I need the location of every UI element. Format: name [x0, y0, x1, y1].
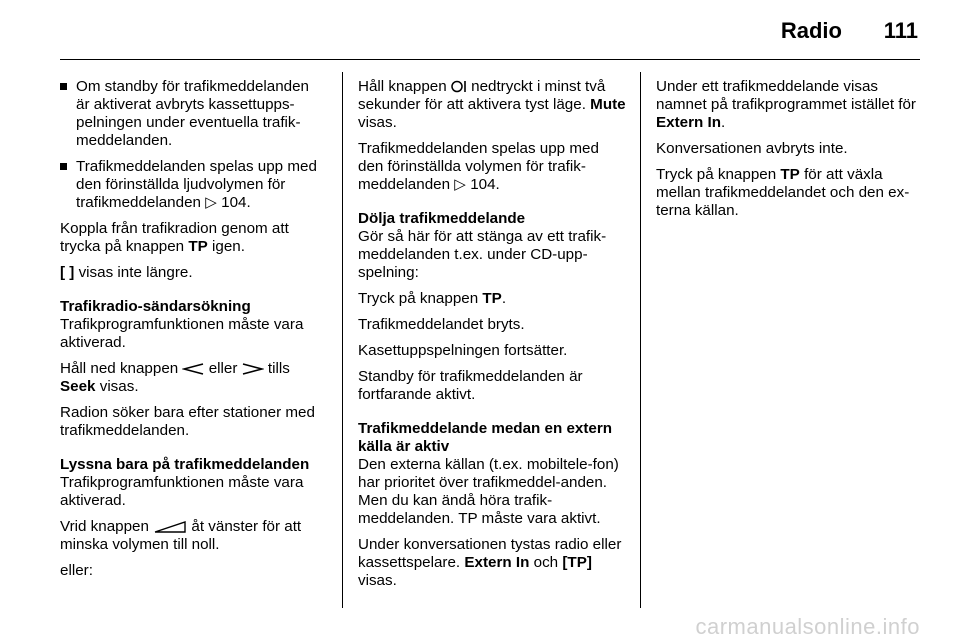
- paragraph: Radion söker bara efter stationer med trafikmeddelanden.: [60, 404, 315, 439]
- section-heading: Trafikmeddelande medan en extern källa är aktiv: [358, 420, 613, 455]
- button-name: TP: [780, 166, 800, 183]
- column-1: [60, 78, 325, 588]
- paragraph: Under konversationen tystas radio eller kassettspelare. Extern In och [TP] visas.: [358, 536, 622, 589]
- paragraph: Trafikmeddelanden spelas upp med den förinställda volymen för trafik-meddelanden ▷ 104.: [358, 140, 599, 193]
- display-text: Seek: [60, 378, 96, 395]
- paragraph: Vrid knappen åt vänster för att minska volymen till noll.: [60, 518, 302, 553]
- page-ref-arrow-icon: ▷: [205, 194, 217, 211]
- display-text: Extern In: [656, 114, 721, 131]
- section-heading: Dölja trafikmeddelande: [358, 210, 526, 227]
- column-divider: [342, 72, 343, 608]
- display-text: [ ]: [60, 264, 75, 281]
- display-text: Extern In: [464, 554, 530, 571]
- paragraph: Håll ned knappen eller tills Seek visas.: [60, 360, 290, 395]
- paragraph: Håll knappen nedtryckt i minst två sekunder för att aktivera tyst läge. Mute visas.: [358, 78, 626, 131]
- paragraph: eller:: [60, 562, 93, 579]
- bullet-icon: [60, 83, 67, 90]
- list-item: Om standby för trafikmeddelanden är aktiverat avbryts kassettupps-pelningen under eventuella trafik-meddelanden.: [60, 78, 325, 150]
- display-text: [TP]: [562, 554, 592, 571]
- paragraph: Koppla från trafikradion genom att trycka på knappen TP igen.: [60, 220, 289, 255]
- section-heading: Trafikradio-sändarsökning: [60, 298, 251, 315]
- paragraph: Tryck på knappen TP för att växla mellan trafikmeddelandet och den ex-terna källan.: [656, 166, 910, 219]
- paragraph: Trafikprogramfunktionen måste vara aktiverad.: [60, 316, 304, 351]
- column-3: [656, 78, 924, 228]
- page-ref: 104.: [470, 176, 500, 193]
- volume-knob-icon: [153, 521, 187, 533]
- page-ref: 104.: [221, 194, 251, 211]
- section-heading: Lyssna bara på trafikmeddelanden: [60, 456, 310, 473]
- paragraph: Den externa källan (t.ex. mobiltele-fon) har prioritet över trafikmeddel-anden. Men du kan ändå höra trafik-meddelanden. TP måste vara aktivt.: [358, 456, 619, 527]
- column-2: [358, 78, 628, 598]
- button-name: TP: [188, 238, 208, 255]
- paragraph: Under ett trafikmeddelande visas namnet på trafikprogrammet istället för Extern In.: [656, 78, 916, 131]
- list-item: Trafikmeddelanden spelas upp med den förinställda ljudvolymen för trafikmeddelanden ▷ 104.: [60, 158, 325, 212]
- paragraph: Konversationen avbryts inte.: [656, 140, 848, 157]
- paragraph: Trafikprogramfunktionen måste vara aktiverad.: [60, 474, 304, 509]
- paragraph: Trafikmeddelandet bryts.: [358, 316, 525, 333]
- paragraph: Kasettuppspelningen fortsätter.: [358, 342, 568, 359]
- paragraph: Tryck på knappen TP.: [358, 290, 507, 307]
- section-title: Radio: [780, 18, 842, 43]
- column-divider: [640, 72, 641, 608]
- button-name: TP: [482, 290, 502, 307]
- paragraph: [ ] visas inte längre.: [60, 264, 193, 281]
- page-header: [0, 0, 960, 60]
- seek-right-icon: [242, 363, 264, 375]
- paragraph: Gör så här för att stänga av ett trafik-meddelanden t.ex. under CD-upp-spelning:: [358, 228, 607, 281]
- power-button-icon: [451, 80, 467, 93]
- bullet-icon: [60, 163, 67, 170]
- paragraph: Standby för trafikmeddelanden är fortfarande aktivt.: [358, 368, 583, 403]
- header-rule: [60, 59, 920, 60]
- page-ref-arrow-icon: ▷: [454, 176, 466, 193]
- watermark: carmanualsonline.info: [695, 614, 920, 639]
- display-text: Mute: [590, 96, 626, 113]
- seek-left-icon: [182, 363, 204, 375]
- page-number: 111: [883, 18, 918, 43]
